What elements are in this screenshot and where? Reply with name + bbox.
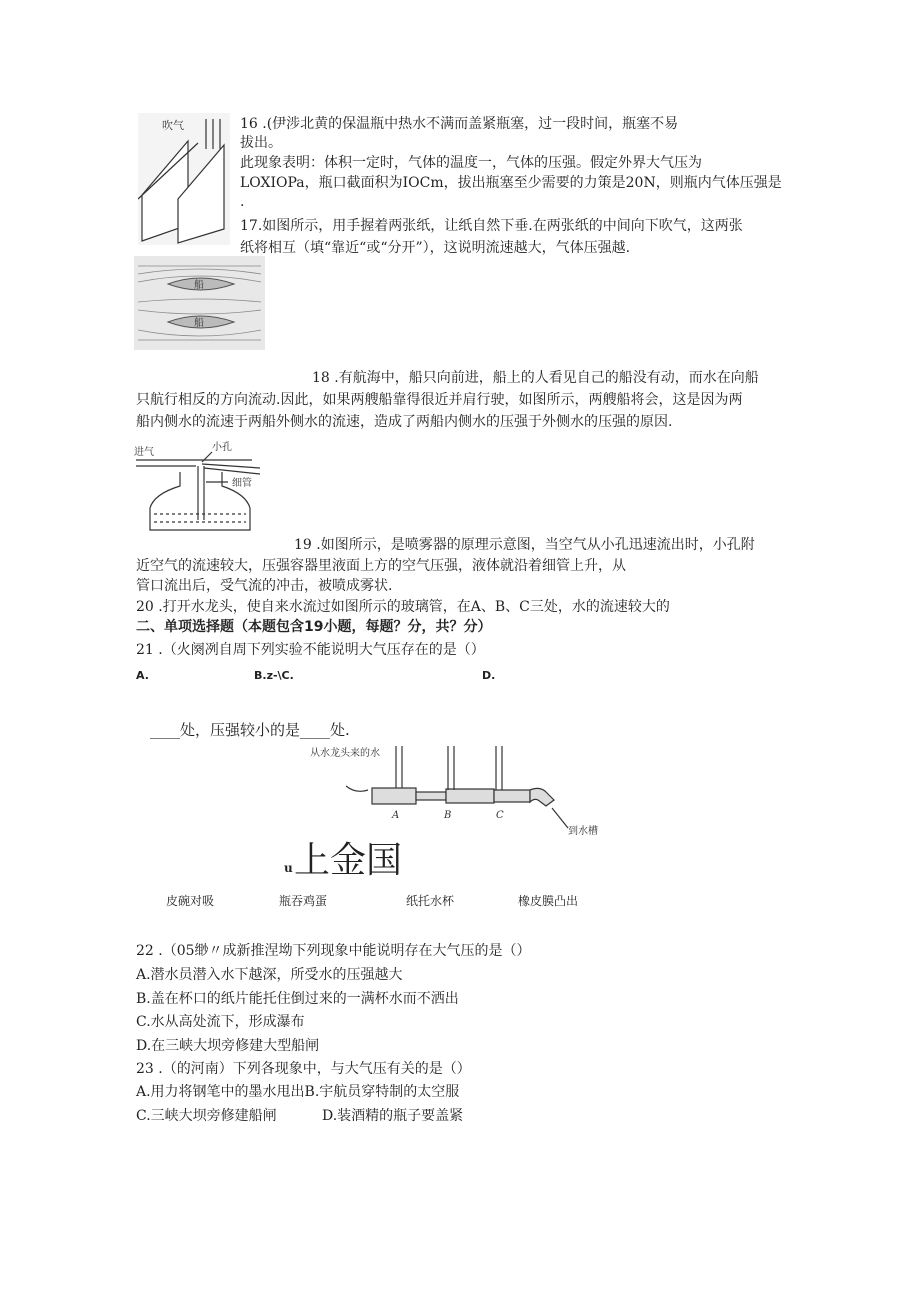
tube-label: 细管: [232, 478, 252, 489]
caption-rubber-cups: 皮碗对吸: [166, 894, 215, 908]
q22-option-d: D.在三峡大坝旁修建大型船闸: [136, 1038, 320, 1054]
q16-line5: .: [240, 194, 245, 210]
q23-option-c: C.三峡大坝旁修建船闸: [136, 1108, 277, 1124]
q23-stem: 23 .（的河南）下列各现象中，与大气压有关的是（）: [136, 1061, 471, 1077]
q22-option-a: A.潜水员潜入水下越深，所受水的压强越大: [136, 967, 403, 983]
source-label: 从水龙头来的水: [310, 748, 380, 759]
point-a-label: A: [392, 810, 400, 821]
two-paper-figure: [138, 113, 230, 245]
point-c-label: C: [496, 810, 504, 821]
q18-line3: 船内侧水的流速于两船外侧水的流速，造成了两船内侧水的压强于外侧水的压强的原因.: [136, 414, 673, 430]
q19-line3: 管口流出后，受气流的冲击，被喷成雾状.: [136, 578, 393, 594]
boat2-label: 船: [194, 318, 204, 329]
drain-label: 到水槽: [568, 826, 598, 837]
q23-option-d: D.装酒精的瓶子要盖紧: [322, 1108, 464, 1124]
q21-option-d: D.: [482, 669, 496, 682]
blow-label: 吹气: [162, 119, 184, 132]
q16-line1: 16 .(伊涉北黄的保温瓶中热水不满而盖紧瓶塞，过一段时间，瓶塞不易: [240, 116, 679, 132]
caption-rubber-membrane: 橡皮膜凸出: [518, 894, 579, 908]
q17-line2: 纸将相互（填“靠近“或“分开”），这说明流速越大，气体压强越.: [240, 240, 631, 256]
q16-line4: LOXIOPa，瓶口截面积为IOCm，拔出瓶塞至少需要的力策是20N，则瓶内气体压强是: [240, 175, 782, 191]
caption-egg-bottle: 瓶吞鸡蛋: [279, 894, 328, 908]
two-boats-figure: [134, 256, 265, 350]
q20-line1: 20 .打开水龙头，使自来水流过如图所示的玻璃管，在A、B、C三处，水的流速较大的: [136, 599, 670, 615]
q17-line1: 17.如图所示，用手握着两张纸，让纸自然下垂.在两张纸的中间向下吹气，这两张: [240, 218, 743, 234]
point-b-label: B: [444, 810, 452, 821]
q16-line3: 此现象表明：体积一定时，气体的温度一，气体的压强。假定外界大气压为: [240, 155, 702, 171]
q21-option-bc: B.z-\C.: [254, 669, 294, 682]
q21-image-text: 上金国: [294, 840, 403, 881]
caption-paper-cup: 纸托水杯: [406, 894, 455, 908]
boat1-label: 船: [194, 280, 204, 291]
sprayer-figure: [132, 438, 264, 534]
q22-option-c: C.水从高处流下，形成瀑布: [136, 1014, 305, 1030]
glass-tube-figure: [300, 742, 616, 838]
q16-line2: 拔出。: [240, 135, 282, 151]
q21-option-a: A.: [136, 669, 149, 682]
q21-image-prefix: u: [284, 861, 293, 875]
q21-stem: 21 .（火阕冽自周下列实验不能说明大气压存在的是（）: [136, 642, 485, 658]
hole-label: 小孔: [212, 442, 232, 453]
q23-option-ab: A.用力将钢笔中的墨水甩出B.宇航员穿特制的太空服: [136, 1084, 460, 1100]
q20-line2: ____处，压强较小的是____处.: [150, 721, 350, 739]
q19-line2: 近空气的流速较大，压强容器里液面上方的空气压强，液体就沿着细管上升，从: [136, 558, 626, 574]
q22-option-b: B.盖在杯口的纸片能托住倒过来的一满杯水而不洒出: [136, 991, 459, 1007]
q19-line1: 19 .如图所示，是喷雾器的原理示意图，当空气从小孔迅速流出时，小孔附: [294, 537, 755, 553]
q18-line2: 只航行相反的方向流动.因此，如果两艘船靠得很近并肩行驶，如图所示，两艘船将会，这是因为两: [136, 392, 743, 408]
q18-line1: 18 .有航海中，船只向前进，船上的人看见自己的船没有动，而水在向船: [312, 370, 759, 386]
section2-heading: 二、单项选择题（本题包含19小题，每题？分，共？分）: [136, 619, 492, 635]
inlet-label: 进气: [134, 447, 154, 458]
q22-stem: 22 .（05缈〃成新推涅坳下列现象中能说明存在大气压的是（）: [136, 943, 531, 959]
